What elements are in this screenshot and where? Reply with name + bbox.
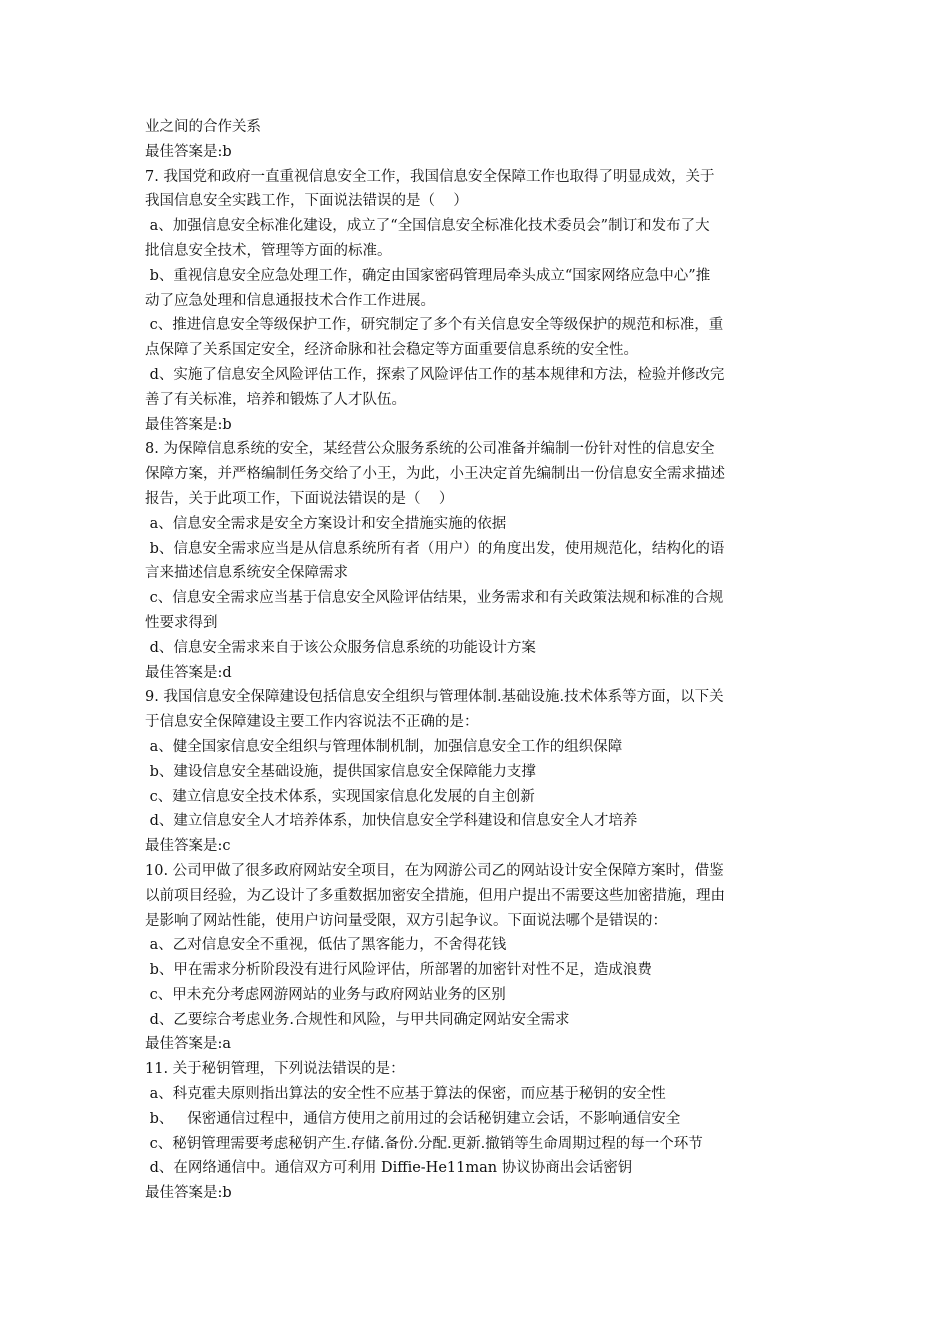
question-line: 是影响了网站性能，使用户访问量受限，双方引起争议。下面说法哪个是错误的： <box>145 912 667 929</box>
answer-line: 最佳答案是:a <box>145 1036 232 1053</box>
option-line: a、科克霍夫原则指出算法的安全性不应基于算法的保密，而应基于秘钥的安全性 <box>145 1086 666 1103</box>
option-line: d、实施了信息安全风险评估工作，探索了风险评估工作的基本规律和方法，检验并修改完 <box>145 366 725 383</box>
option-line: b、甲在需求分析阶段没有进行风险评估，所部署的加密针对性不足，造成浪费 <box>145 962 652 979</box>
question-line: 9. 我国信息安全保障建设包括信息安全组织与管理体制.基础设施.技术体系等方面，以下关 <box>145 689 724 706</box>
option-line: b、建设信息安全基础设施，提供国家信息安全保障能力支撑 <box>145 763 536 780</box>
option-line: c、信息安全需求应当基于信息安全风险评估结果，业务需求和有关政策法规和标准的合规 <box>145 590 724 607</box>
option-line: 点保障了关系国定安全，经济命脉和社会稳定等方面重要信息系统的安全性。 <box>145 342 638 359</box>
question-line: 10. 公司甲做了很多政府网站安全项目，在为网游公司乙的网站设计安全保障方案时，借鉴 <box>145 862 724 879</box>
option-line: 善了有关标准，培养和锻炼了人才队伍。 <box>145 391 406 408</box>
option-line: b、重视信息安全应急处理工作，确定由国家密码管理局牵头成立“国家网络应急中心”推 <box>145 267 711 284</box>
text-line: 业之间的合作关系 <box>145 119 261 135</box>
option-line: 言来描述信息系统安全保障需求 <box>145 565 348 582</box>
option-line: c、推进信息安全等级保护工作，研究制定了多个有关信息安全等级保护的规范和标准，重 <box>145 317 724 334</box>
option-line: d、在网络通信中。通信双方可利用 Diffie-He11man 协议协商出会话密钥 <box>145 1160 633 1177</box>
option-line: b、信息安全需求应当是从信息系统所有者（用户）的角度出发，使用规范化，结构化的语 <box>145 540 725 557</box>
option-line: 动了应急处理和信息通报技术合作工作进展。 <box>145 292 435 309</box>
option-line: a、加强信息安全标准化建设，成立了“全国信息安全标准化技术委员会”制订和发布了大 <box>145 218 710 235</box>
option-line: d、乙要综合考虑业务.合规性和风险，与甲共同确定网站安全需求 <box>145 1011 570 1028</box>
option-line: d、建立信息安全人才培养体系，加快信息安全学科建设和信息安全人才培养 <box>145 813 638 830</box>
question-line: 以前项目经验，为乙设计了多重数据加密安全措施，但用户提出不需要这些加密措施，理由 <box>145 887 725 904</box>
option-line: a、健全国家信息安全组织与管理体制机制，加强信息安全工作的组织保障 <box>145 738 623 755</box>
question-line: 我国信息安全实践工作，下面说法错误的是（ ） <box>145 193 468 210</box>
question-line: 8. 为保障信息系统的安全，某经营公众服务系统的公司准备并编制一份针对性的信息安全 <box>145 441 715 458</box>
option-line: c、秘钥管理需要考虑秘钥产生.存储.备份.分配.更新.撤销等生命周期过程的每一个环节 <box>145 1135 703 1152</box>
option-line: c、建立信息安全技术体系，实现国家信息化发展的自主创新 <box>145 788 535 805</box>
option-line: a、信息安全需求是安全方案设计和安全措施实施的依据 <box>145 515 507 532</box>
option-line: a、乙对信息安全不重视，低估了黑客能力，不舍得花钱 <box>145 937 507 954</box>
answer-line: 最佳答案是:b <box>145 1185 232 1202</box>
option-line: 批信息安全技术，管理等方面的标准。 <box>145 242 392 259</box>
question-line: 11. 关于秘钥管理，下列说法错误的是： <box>145 1061 405 1078</box>
question-line: 报告，关于此项工作，下面说法错误的是（ ） <box>145 490 454 507</box>
document-page <box>145 115 810 1206</box>
option-line: d、信息安全需求来自于该公众服务信息系统的功能设计方案 <box>145 639 536 656</box>
question-line: 保障方案，并严格编制任务交给了小王，为此，小王决定首先编制出一份信息安全需求描述 <box>145 466 725 483</box>
answer-line: 最佳答案是:c <box>145 838 231 855</box>
question-line: 于信息安全保障建设主要工作内容说法不正确的是： <box>145 714 479 731</box>
answer-line: 最佳答案是:b <box>145 416 232 433</box>
option-line: b、 保密通信过程中，通信方使用之前用过的会话秘钥建立会话，不影响通信安全 <box>145 1110 681 1127</box>
answer-line: 最佳答案是:d <box>145 664 232 681</box>
option-line: 性要求得到 <box>145 614 218 631</box>
option-line: c、甲未充分考虑网游网站的业务与政府网站业务的区别 <box>145 986 506 1003</box>
question-line: 7. 我国党和政府一直重视信息安全工作，我国信息安全保障工作也取得了明显成效，关于 <box>145 168 715 185</box>
answer-line: 最佳答案是:b <box>145 143 232 160</box>
